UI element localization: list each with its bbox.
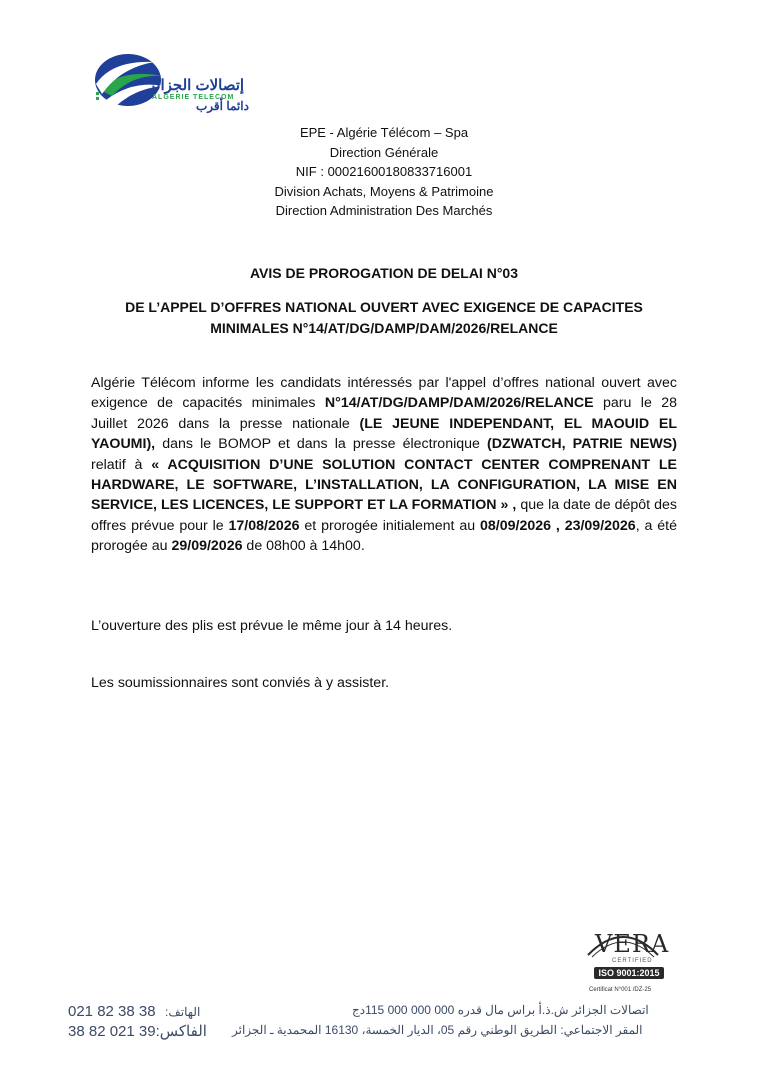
notice-subtitle-line: MINIMALES N°14/AT/DG/DAMP/DAM/2026/RELANCE	[210, 320, 558, 336]
vera-certified-label: CERTIFIED	[612, 958, 653, 964]
tender-reference: N°14/AT/DG/DAMP/DAM/2026/RELANCE	[324, 395, 594, 412]
body-text: Algérie Télécom informe les candidats intéressés par l'appel d’offres national ouvert avec exigence de capacités minimales	[91, 375, 677, 412]
notice-subtitle-line: DE L’APPEL D’OFFRES NATIONAL OUVERT AVEC EXIGENCE DE CAPACITES	[125, 299, 643, 315]
phone-label: الهاتف:	[165, 1005, 201, 1019]
logo-latin-name: ALGERIE TELECOM	[152, 94, 235, 101]
header-line: Division Achats, Moyens & Patrimoine	[274, 183, 494, 199]
notice-subtitle	[100, 297, 668, 339]
body-text: et prorogée initialement au	[299, 517, 481, 534]
previous-dates: 08/09/2026 , 23/09/2026	[480, 517, 636, 534]
logo-slogan: دائما أقرب	[196, 99, 249, 113]
body-text: de 08h00 à 14h00.	[242, 538, 365, 555]
press-names: (LE JEUNE INDEPENDANT, EL MAOUID EL YAOUMI),	[91, 415, 677, 453]
new-deadline: 29/09/2026	[171, 538, 243, 555]
body-text: dans le BOMOP et dans la presse électronique	[155, 436, 488, 453]
iso-label: ISO 9001:2015	[594, 967, 664, 979]
tender-subject: « ACQUISITION D’UNE SOLUTION CONTACT CENTER COMPRENANT LE HARDWARE, LE SOFTWARE, L’INSTALLATION, LA CONFIGURATION, LA MISE EN SERVICE, LES LICENCES, LE SUPPORT ET LA FORMATION » ,	[91, 456, 678, 514]
header-line: NIF : 00021600180833716001	[295, 164, 473, 179]
vera-brand: VERA	[595, 930, 670, 958]
header-line: Direction Générale	[329, 144, 439, 160]
company-capital: اتصالات الجزائر ش.ذ.أ براس مال قدره 000 000 000 115دج	[352, 1003, 649, 1017]
head-office-address: المقر الاجتماعي: الطريق الوطني رقم 05، الديار الخمسة، 16130 المحمدية ـ الجزائر	[232, 1023, 643, 1037]
notice-body	[91, 373, 677, 557]
fax-line: الفاكس:39 021 82 38	[68, 1023, 207, 1040]
body-text: , a été prorogée au	[91, 517, 677, 555]
notice-title: AVIS DE PROROGATION DE DELAI N°03	[249, 265, 518, 281]
certificate-number: Certificat N°001 /DZ-25	[589, 987, 652, 993]
body-text: paru le 28 Juillet 2026 dans la presse nationale	[91, 395, 677, 432]
sender-header	[0, 123, 768, 221]
body-text: que la date de dépôt des offres prévue pour le	[91, 497, 678, 534]
opening-notice: L’ouverture des plis est prévue le même jour à 14 heures.	[91, 618, 453, 634]
body-text: relatif à	[91, 456, 152, 473]
header-line: Direction Administration Des Marchés	[275, 203, 493, 218]
logo-arabic-name: إتصالات الجزائر	[148, 77, 245, 94]
phone-number: 021 82 38 38	[68, 1003, 156, 1020]
bidders-invitation: Les soumissionnaires sont conviés à y assister.	[91, 675, 390, 691]
e-press-names: (DZWATCH, PATRIE NEWS)	[487, 436, 677, 453]
header-line: EPE - Algérie Télécom – Spa	[299, 125, 469, 140]
original-date: 17/08/2026	[228, 517, 300, 534]
